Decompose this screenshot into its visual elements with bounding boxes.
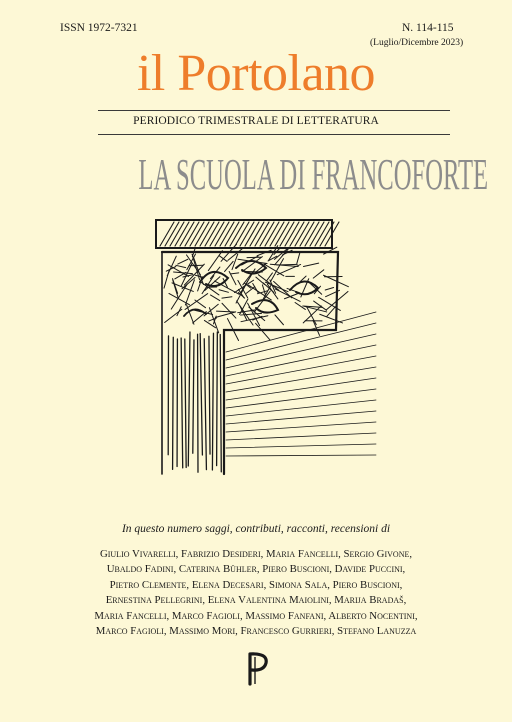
contents-intro: In questo numero saggi, contributi, racconti, recensioni di — [121, 523, 391, 535]
journal-title: il Portolano — [136, 45, 376, 102]
authors-line: Ernestina Pellegrini, Elena Valentina Maiolini, Marija Bradaš, — [105, 594, 407, 607]
masthead-rule-top — [98, 110, 450, 111]
issue-title: LA SCUOLA DI FRANCOFORTE — [138, 150, 489, 199]
cover-illustration — [140, 212, 380, 482]
authors-line: Pietro Clemente, Elena Decesari, Simona Sala, Piero Buscioni, — [109, 578, 403, 591]
authors-line: Ubaldo Fadini, Caterina Bühler, Piero Buscioni, Davide Puccini, — [106, 563, 406, 576]
publisher-logo-icon — [244, 651, 270, 687]
issue-date: (Luglio/Dicembre 2023) — [370, 38, 464, 48]
journal-subtitle: PERIODICO TRIMESTRALE DI LETTERATURA — [133, 115, 379, 127]
authors-line: Giulio Vivarelli, Fabrizio Desideri, Maria Fancelli, Sergio Givone, — [99, 548, 413, 560]
masthead-rule-bottom — [98, 134, 450, 135]
issn-number: ISSN 1972-7321 — [60, 22, 138, 34]
authors-line: Maria Fancelli, Marco Fagioli, Massimo Fanfani, Alberto Nocentini, — [94, 609, 418, 622]
authors-list — [0, 547, 512, 639]
authors-line: Marco Fagioli, Massimo Mori, Francesco Gurrieri, Stefano Lanuzza — [95, 625, 417, 638]
issue-number: N. 114-115 — [402, 22, 454, 34]
